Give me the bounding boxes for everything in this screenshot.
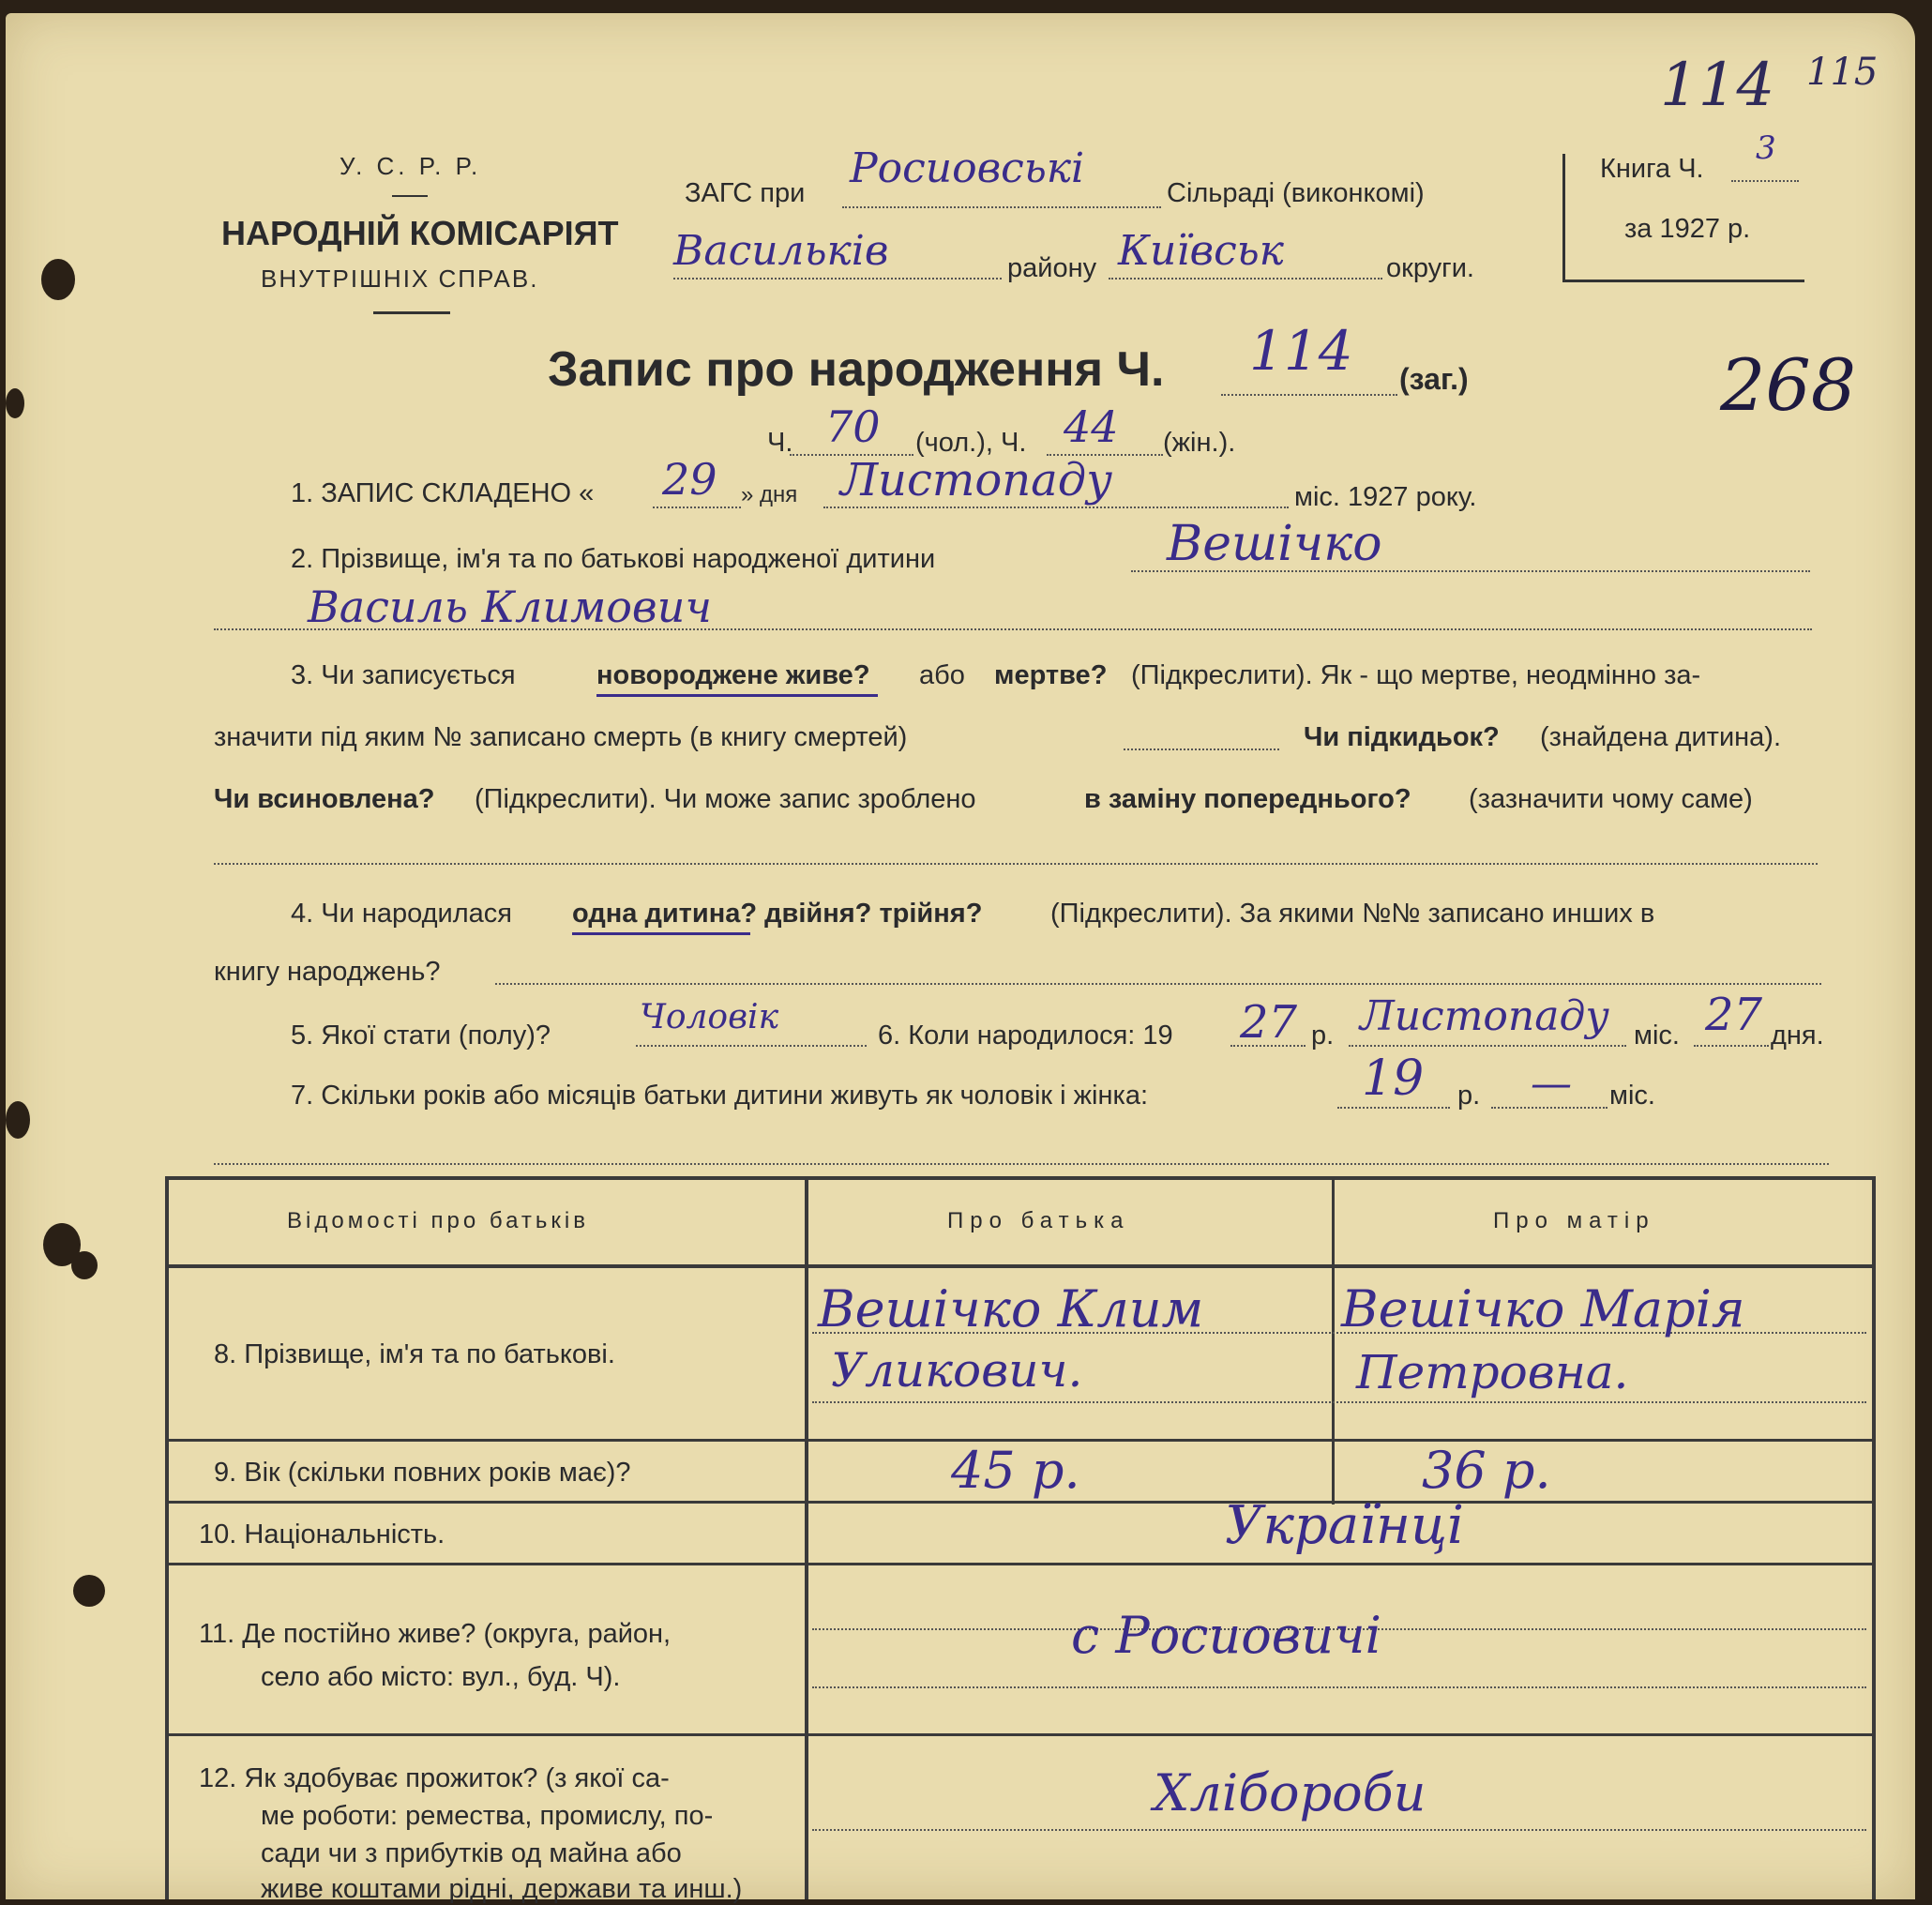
item3-line2-c: (знайдена дитина).	[1540, 722, 1782, 752]
single-child-underline	[572, 932, 750, 935]
title-number: 114	[1249, 319, 1353, 383]
sex-value: Чоловік	[640, 998, 779, 1036]
book-box-bottom	[1562, 280, 1804, 282]
male-count: 70	[825, 401, 881, 452]
birth-year: 27	[1240, 996, 1298, 1049]
item6-label: 6. Коли народилося: 19	[878, 1021, 1173, 1051]
item2-line2-dots	[214, 628, 1812, 630]
book-dots	[1731, 180, 1799, 182]
row9-bottom	[165, 1501, 1876, 1504]
book-box-left	[1562, 154, 1565, 281]
item5-dots	[636, 1045, 867, 1047]
corner-number-1: 114	[1660, 51, 1775, 120]
row8-rule2	[812, 1401, 1866, 1403]
item6-day-dots	[1694, 1045, 1769, 1047]
book-value: 3	[1756, 129, 1776, 167]
item3-line1-e: (Підкреслити). Як - що мертве, неодмінно за-	[1131, 660, 1701, 690]
item7-line2-dots	[214, 1163, 1829, 1165]
marriage-years: 19	[1362, 1051, 1425, 1107]
item3-alive: новороджене живе?	[596, 660, 870, 690]
item4-line2-dots	[495, 983, 1821, 985]
zags-dots	[842, 206, 1161, 208]
binding-hole	[6, 388, 24, 418]
item4-line1-a: 4. Чи народилася	[291, 899, 512, 929]
marriage-months: —	[1531, 1060, 1572, 1108]
row12-label-line3: сади чи з прибутків од майна або	[261, 1838, 682, 1868]
female-label: (жін.).	[1163, 428, 1236, 458]
year-label: за 1927 р.	[1624, 214, 1751, 244]
row11-rule2	[812, 1686, 1866, 1688]
table-col-divider-2b	[1332, 1264, 1335, 1504]
ch-label: Ч.	[767, 428, 793, 458]
item6-month-dots	[1349, 1045, 1626, 1047]
item3-adopted: Чи всиновлена?	[214, 784, 435, 814]
okrug-value: Київськ	[1118, 227, 1284, 275]
book-label: Книга Ч.	[1600, 154, 1704, 184]
item6-r: р.	[1311, 1021, 1335, 1051]
item3-line1-a: 3. Чи записується	[291, 660, 516, 690]
item3-line2-a: значити під яким № записано смерть (в книгу смертей)	[214, 722, 908, 752]
zags-prefix: ЗАГС при	[685, 178, 806, 208]
father-age: 45 р.	[951, 1441, 1080, 1500]
item2-label: 2. Прізвище, ім'я та по батькові народженої дитини	[291, 544, 936, 574]
birth-month: Листопаду	[1360, 992, 1609, 1040]
item6-mis: міс.	[1634, 1021, 1680, 1051]
binding-hole	[6, 1101, 30, 1139]
item3-or: або	[919, 660, 965, 690]
mother-name-line2: Петровна.	[1356, 1345, 1629, 1399]
occupation: Хлібороби	[1154, 1763, 1426, 1822]
corner-number-2: 115	[1806, 51, 1879, 94]
item7-label: 7. Скільки років або місяців батьки дитини живуть як чоловік і жінка:	[291, 1081, 1149, 1111]
header-parents-info: Відомості про батьків	[287, 1208, 589, 1233]
row11-bottom	[165, 1733, 1876, 1736]
alive-underline	[596, 694, 878, 697]
item4-line2: книгу народжень?	[214, 957, 441, 987]
council-suffix: Сільраді (виконкомі)	[1167, 178, 1425, 208]
binding-hole	[71, 1251, 98, 1279]
binding-hole	[73, 1575, 105, 1607]
row8-label: 8. Прізвище, ім'я та по батькові.	[214, 1339, 615, 1369]
okrug-label: округи.	[1386, 253, 1474, 283]
row11-label-line2: село або місто: вул., буд. Ч).	[261, 1662, 621, 1692]
mother-name-line1: Вешічко Марія	[1341, 1279, 1745, 1338]
item3-dead: мертве?	[994, 660, 1108, 690]
district-dots	[673, 278, 1002, 280]
item1-mid: » дня	[741, 482, 798, 507]
title-dots	[1221, 394, 1397, 396]
item7-r: р.	[1457, 1081, 1481, 1111]
side-number: 268	[1720, 343, 1857, 427]
title-suffix: (заг.)	[1399, 362, 1469, 396]
district-value: Васильків	[673, 227, 889, 275]
item7-years-dots	[1337, 1107, 1450, 1109]
item3-line2-dots	[1124, 748, 1279, 750]
internal-affairs-label: ВНУТРІШНІХ СПРАВ.	[261, 265, 539, 293]
mother-age: 36 р.	[1422, 1441, 1551, 1500]
birth-day: 27	[1705, 989, 1763, 1041]
header-rule	[373, 311, 450, 314]
row12-label-line4: живе коштами рідні, держави та инш.)	[261, 1874, 743, 1904]
father-name-line2: Уликович.	[831, 1343, 1083, 1398]
residence: с Росиовичі	[1071, 1606, 1381, 1665]
item1-day-dots	[653, 506, 741, 508]
header-dash	[392, 195, 428, 197]
item3-line3-d: (зазначити чому саме)	[1469, 784, 1753, 814]
item4-options: одна дитина? двійня? трійня?	[572, 899, 983, 929]
male-label: (чол.), Ч.	[915, 428, 1027, 458]
item3-line4-dots	[214, 863, 1818, 865]
father-name-line1: Вешічко Клим	[818, 1279, 1204, 1338]
item5-label: 5. Якої стати (полу)?	[291, 1021, 551, 1051]
female-count: 44	[1064, 401, 1119, 452]
table-top	[165, 1176, 1876, 1180]
item7-mis: міс.	[1609, 1081, 1655, 1111]
child-surname: Вешічко	[1167, 516, 1382, 572]
row10-label: 10. Національність.	[199, 1519, 445, 1550]
header-mother: Про матір	[1493, 1208, 1655, 1233]
table-right	[1872, 1176, 1876, 1899]
zags-value: Росиовські	[850, 144, 1085, 192]
commissariat-label: НАРОДНІЙ КОМІСАРІЯТ	[221, 214, 619, 252]
item1-month-dots	[823, 506, 1289, 508]
row11-label-line1: 11. Де постійно живе? (округа, район,	[199, 1619, 672, 1649]
row12-rule	[812, 1829, 1866, 1831]
table-header-bottom	[165, 1264, 1876, 1268]
item3-replacement: в заміну попереднього?	[1084, 784, 1411, 814]
birth-record-page	[6, 13, 1915, 1904]
child-name: Василь Климович	[308, 582, 712, 632]
republic-label: У. С. Р. Р.	[340, 152, 482, 180]
row12-label-line1: 12. Як здобуває прожиток? (з якої са-	[199, 1763, 670, 1793]
item1-label: 1. ЗАПИС СКЛАДЕНО «	[291, 478, 595, 508]
item6-year-dots	[1230, 1045, 1306, 1047]
table-left	[165, 1176, 169, 1899]
item3-foundling: Чи підкидьок?	[1304, 722, 1500, 752]
table-col-divider-1	[805, 1176, 808, 1899]
row9-label: 9. Вік (скільки повних років має)?	[214, 1458, 631, 1488]
binding-hole	[41, 259, 75, 300]
item3-line3-b: (Підкреслити). Чи може запис зроблено	[475, 784, 976, 814]
row12-label-line2: ме роботи: ремества, промислу, по-	[261, 1801, 714, 1831]
record-title: Запис про народження Ч.	[548, 342, 1165, 397]
item1-end: міс. 1927 року.	[1294, 482, 1477, 512]
item4-line1-c: (Підкреслити). За якими №№ записано инших в	[1050, 899, 1655, 929]
okrug-dots	[1109, 278, 1382, 280]
item6-dnya: дня.	[1771, 1021, 1824, 1051]
row10-bottom	[165, 1563, 1876, 1565]
header-father: Про батька	[947, 1208, 1130, 1233]
nationality: Українці	[1225, 1495, 1464, 1556]
district-label: району	[1007, 253, 1097, 283]
item1-day: 29	[662, 454, 717, 505]
item1-month: Листопаду	[840, 454, 1113, 506]
